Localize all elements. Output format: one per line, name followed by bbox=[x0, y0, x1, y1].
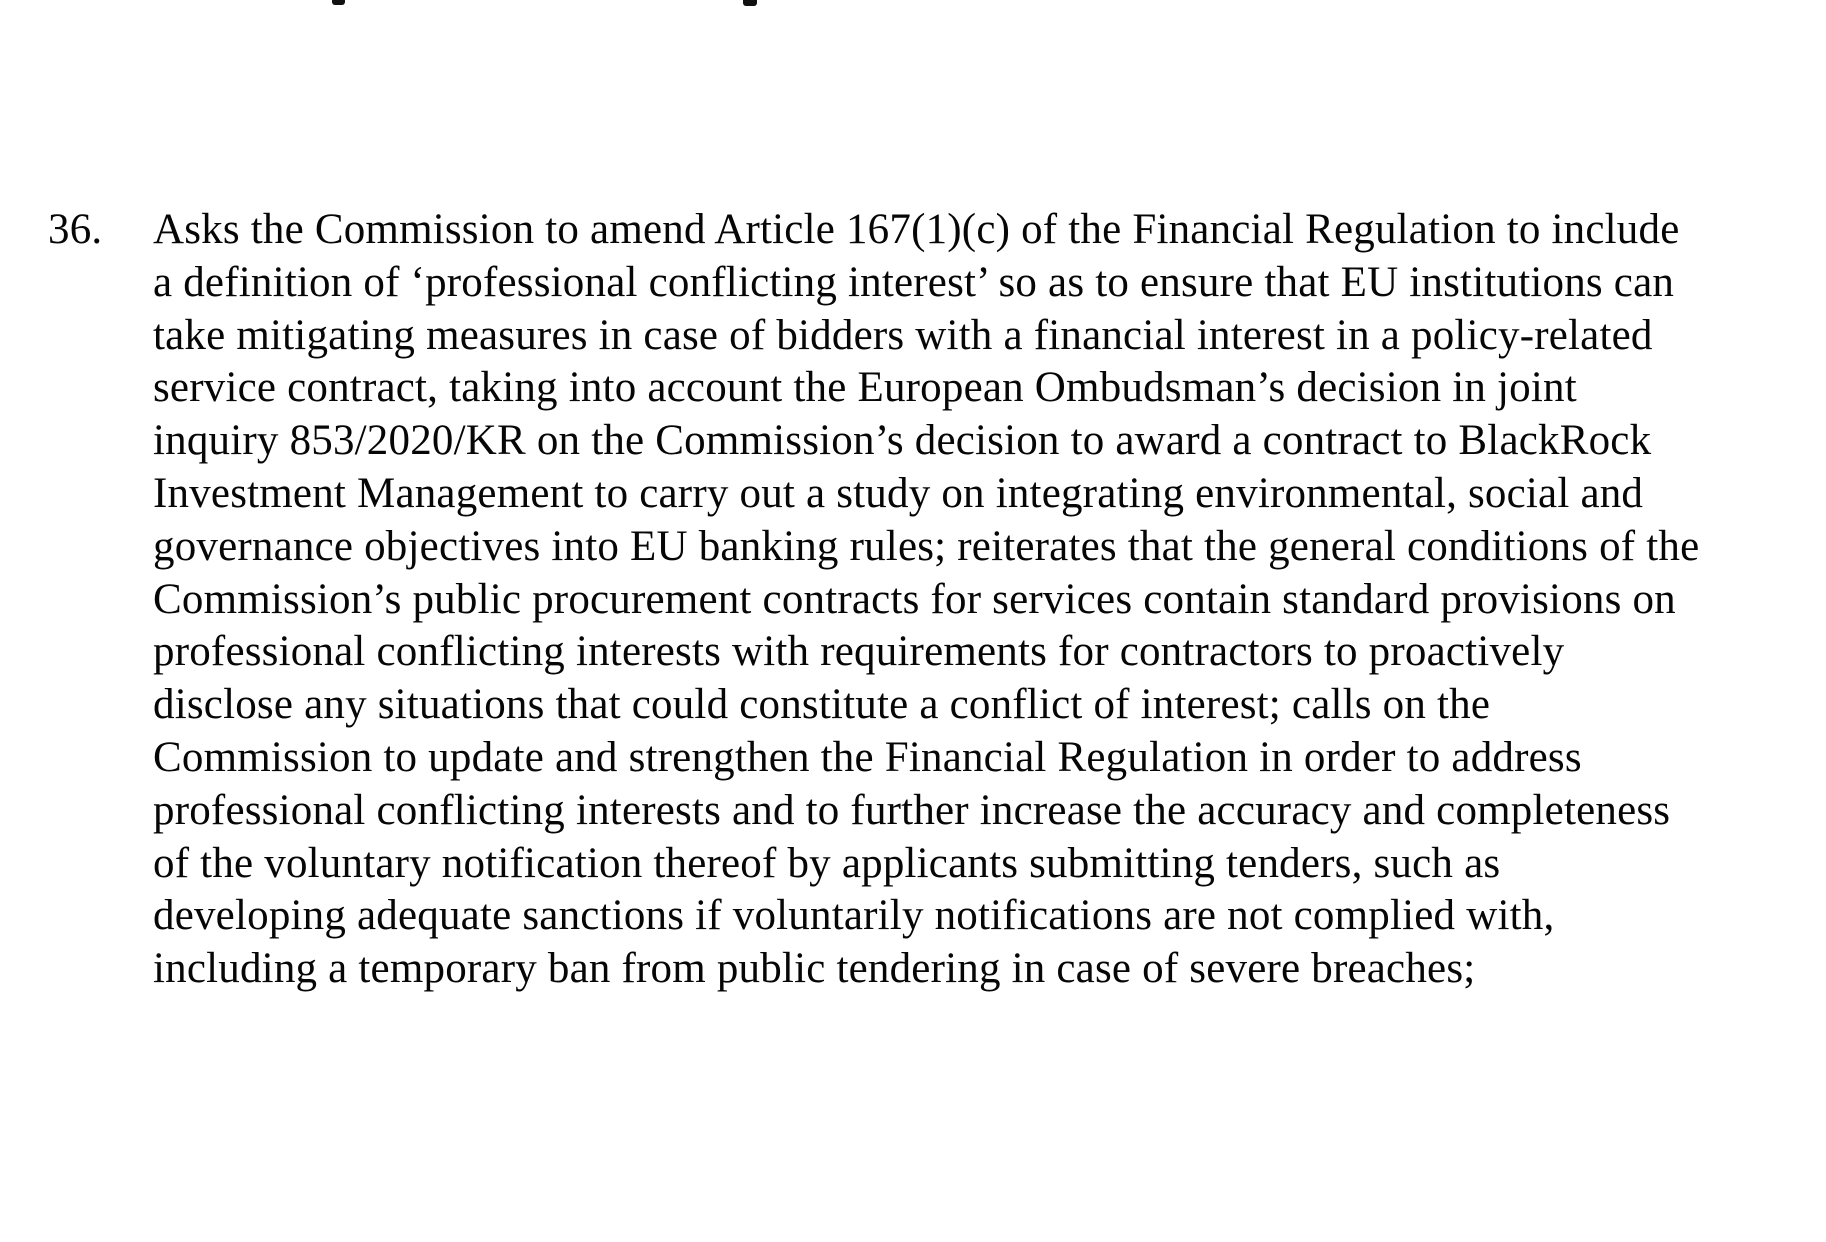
paragraph-body bbox=[153, 204, 1826, 996]
cut-off-text-fragment bbox=[743, 0, 757, 6]
paragraph-line: Investment Management to carry out a study on integrating environmental, social and bbox=[153, 469, 1644, 517]
paragraph-line: professional conflicting interests with requirements for contractors to proactively bbox=[153, 628, 1565, 676]
paragraph-line: Commission’s public procurement contracts for services contain standard provisions on bbox=[153, 575, 1676, 623]
paragraph-line: service contract, taking into account the European Ombudsman’s decision in joint bbox=[153, 364, 1577, 412]
paragraph-line: of the voluntary notification thereof by applicants submitting tenders, such as bbox=[153, 839, 1501, 887]
paragraph-line: governance objectives into EU banking rules; reiterates that the general conditions of the bbox=[153, 522, 1700, 570]
paragraph-line: Commission to update and strengthen the Financial Regulation in order to address bbox=[153, 733, 1582, 781]
paragraph-number: 36. bbox=[48, 206, 103, 253]
paragraph-line: including a temporary ban from public tendering in case of severe breaches; bbox=[153, 945, 1476, 993]
cut-off-text-fragment bbox=[332, 0, 345, 5]
paragraph-line: developing adequate sanctions if voluntarily notifications are not complied with, bbox=[153, 892, 1555, 940]
paragraph-line: Asks the Commission to amend Article 167(1)(c) of the Financial Regulation to include bbox=[153, 206, 1680, 253]
paragraph-line: inquiry 853/2020/KR on the Commission’s decision to award a contract to BlackRock bbox=[153, 417, 1652, 465]
paragraph-line: disclose any situations that could constitute a conflict of interest; calls on the bbox=[153, 681, 1491, 729]
paragraph-line: take mitigating measures in case of bidders with a financial interest in a policy-related bbox=[153, 311, 1653, 359]
paragraph-line: a definition of ‘professional conflicting interest’ so as to ensure that EU institutions can bbox=[153, 258, 1675, 306]
paragraph-line: professional conflicting interests and to further increase the accuracy and completeness bbox=[153, 786, 1671, 834]
resolution-paragraph bbox=[48, 204, 1826, 996]
